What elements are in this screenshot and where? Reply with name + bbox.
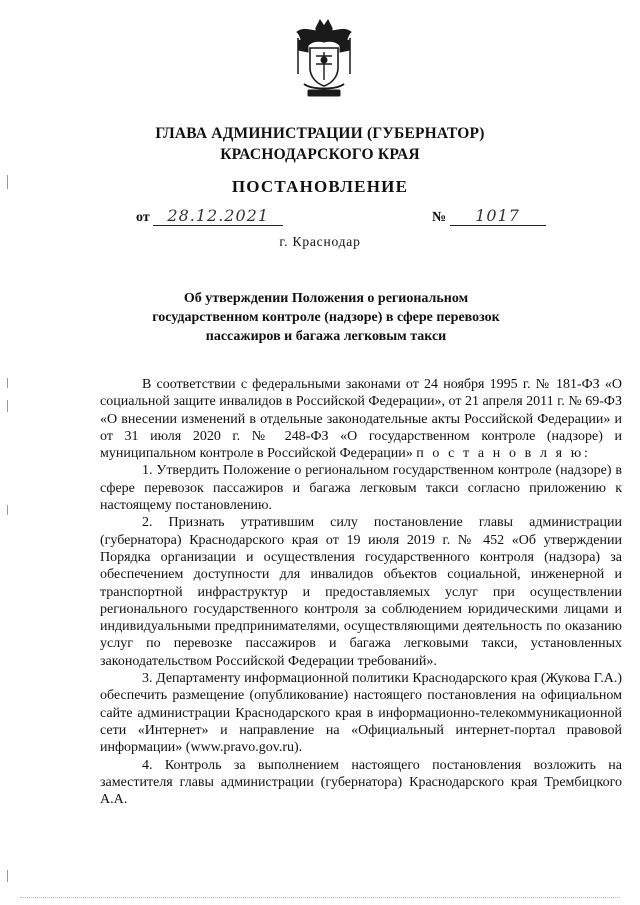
scan-margin-mark — [7, 378, 8, 388]
city-label: г. Краснодар — [279, 234, 361, 249]
coat-of-arms-emblem — [294, 18, 354, 100]
scan-bottom-noise — [20, 897, 620, 900]
body-item-4: 4. Контроль за выполнением настоящего постановления возложить на заместителя главы администрации (губернатора) Краснодарского края Трембицкого А.А. — [100, 757, 622, 808]
scan-margin-mark — [7, 870, 8, 882]
scan-margin-mark — [7, 175, 8, 189]
date-prefix: от — [136, 210, 150, 225]
decree-body — [100, 376, 622, 808]
authority-title-line2: КРАСНОДАРСКОГО КРАЯ — [220, 146, 420, 163]
body-item-2: 2. Признать утратившим силу постановление главы администрации (губернатора) Краснодарского края от 19 июля 2019 г. № 452 «Об утверждении Порядка организации и осуществления государственного контроля (надзора) за обеспечением доступности для инвалидов объектов социальной, инженерной и транспортной инфраструктур и предоставляемых услуг при осуществлении регионального государственного контроля за соблюдением юридическими лицами и индивидуальными предпринимателями, осуществляющими деятельность по оказанию услуг по перевозке пассажиров и багажа легковыми такси, установленных законодательством Российской Федерации требований». — [100, 515, 622, 669]
decree-number-row — [432, 207, 546, 226]
body-intro-paragraph — [100, 376, 622, 462]
decree-subject: Об утверждении Положения о региональном государственном контроле (надзоре) в сфере перевозок пассажиров и багажа легковым такси — [152, 291, 500, 344]
intro-text: В соответствии с федеральными законами от 24 ноября 1995 г. № 181-ФЗ «О социальной защите инвалидов в Российской Федерации», от 21 апреля 2011 г. № 69-ФЗ «О внесении изменений в отдельные законодательные акты Российской Федерации» и от 31 июля 2020 г. № 248-ФЗ «О государственном контроле (надзоре) и муниципальном контроле в Российской Федерации» — [100, 377, 622, 462]
body-item-1: 1. Утвердить Положение о региональном государственном контроле (надзоре) в сфере перевозок пассажиров и багажа легковым такси согласно приложению к настоящему постановлению. — [100, 463, 622, 514]
handwritten-date: 28.12.2021 — [153, 207, 283, 226]
authority-title-line1: ГЛАВА АДМИНИСТРАЦИИ (ГУБЕРНАТОР) — [155, 125, 485, 142]
handwritten-number: 1017 — [450, 207, 546, 226]
scan-margin-mark — [7, 400, 8, 412]
decree-date-row — [136, 207, 283, 226]
decree-word: п о с т а н о в л я ю: — [416, 446, 591, 462]
scan-margin-mark — [7, 505, 8, 515]
number-prefix: № — [432, 210, 447, 225]
document-type-title: ПОСТАНОВЛЕНИЕ — [231, 177, 409, 196]
body-item-3: 3. Департаменту информационной политики Краснодарского края (Жукова Г.А.) обеспечить размещение (опубликование) настоящего постановления на официальном сайте администрации Краснодарского края в информационно-телекоммуникационной сети «Интернет» и направление на «Официальный интернет-портал правовой информации» (www.pravo.gov.ru). — [100, 671, 622, 756]
